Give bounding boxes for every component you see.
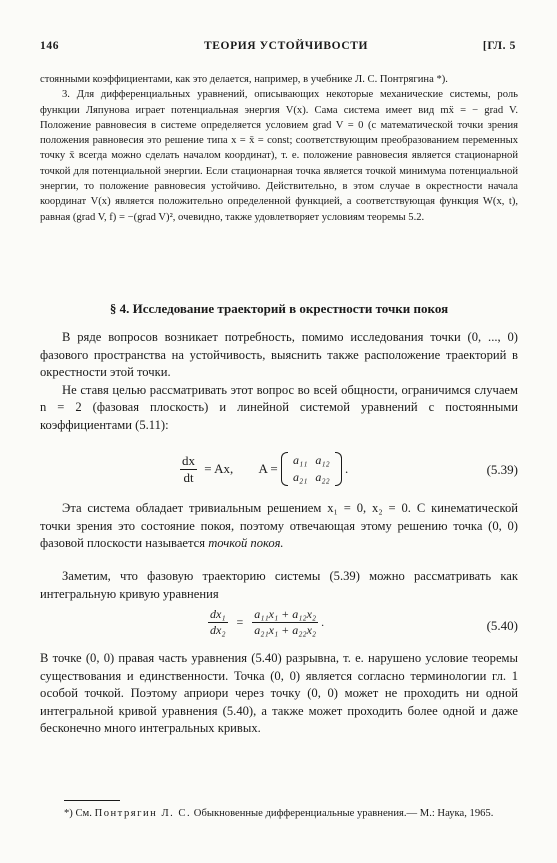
footnote-rule <box>64 800 120 801</box>
chapter-marker: [ГЛ. 5 <box>482 40 516 52</box>
section-heading: § 4. Исследование траекторий в окрестности точки покоя <box>109 301 449 316</box>
eq539-fraction: $\frac{dx}{dt}$ <box>182 452 195 485</box>
equation-5-40 <box>40 605 518 647</box>
eq540-period: . <box>321 615 325 629</box>
intro-paragraphs <box>40 329 518 435</box>
footnote <box>40 806 518 821</box>
matrix-a11: a₁₁ <box>293 453 308 467</box>
paragraph-p1: В ряде вопросов возникает потребность, помимо исследования точки (0, ..., 0) фазового пространства на устойчивость, выяснить также расположение траекторий в окрестности этой точки. <box>40 330 518 380</box>
footnote-text: Обыкновенные дифференциальные уравнения.— М.: Наука, 1965. <box>193 808 494 819</box>
eq540-equals: = <box>236 615 244 629</box>
paragraph-p4-block <box>40 568 518 603</box>
p3-term: точкой покоя. <box>208 536 284 551</box>
coefficient-matrix <box>281 452 342 486</box>
paragraph-p2: Не ставя целью рассматривать этот вопрос во всей общности, ограничимся случаем n = 2 (фазовая плоскость) и линейной системой уравнений с постоянными коэффициентами (5.11): <box>40 382 518 432</box>
page-number: 146 <box>40 40 60 52</box>
running-title: ТЕОРИЯ УСТОЙЧИВОСТИ <box>204 40 369 52</box>
footnote-author: Понтрягин Л. С. <box>94 808 192 819</box>
eq540-right-fraction: $\frac{\text{a₁₁x₁ + a₁₂x₂}}{\text{a₂₁x₁ + a₂₂x₂}}$ <box>254 607 317 637</box>
eq540-left-fraction: $\frac{\text{dx₁}}{\text{dx₂}}$ <box>210 607 226 637</box>
matrix-a12: a₁₂ <box>315 453 330 467</box>
paragraph-p5: В точке (0, 0) правая часть уравнения (5.40) разрывна, т. е. нарушено условие теоремы существования и единственности. Точка (0, 0) является согласно терминологии гл. 1 особой точкой. Поэтому априори через точку (0, 0) может не проходить ни одной интегральной кривой уравнения (5.40), а также может проходить более одной и даже бесконечно много интегральных кривых. <box>40 651 518 736</box>
paragraph-p5-block <box>40 650 518 738</box>
eq539-rhs: = Ax, <box>204 461 234 476</box>
footnote-mark: *) См. <box>64 808 92 819</box>
paragraph-p4: Заметим, что фазовую траекторию системы (5.39) можно рассматривать как интегральную кривую уравнения <box>40 569 518 601</box>
equation-label-5-40: (5.40) <box>486 618 518 633</box>
paragraph-3: 3. Для дифференциальных уравнений, описывающих некоторые механические системы, роль функции Ляпунова играет потенциальная энергия V(x). Сама система имеет вид mẍ = − grad V. Положение равновесия в системе определяется условием grad V = 0 (с математической точки зрения положения равновесия это решение типа x = x̄ = const; соответствующим преобразованием переменных точку x̄ всегда можно сделать началом координат), т. е. положение равновесия является стационарной точкой для потенциальной энергии. Если стационарная точка является точкой минимума потенциальной энергии, то положение равновесия устойчиво. Действительно, в этом случае в окрестности начала координат V(x) является положительно определенной функцией, а соответствующая функция W(x, t), равная (grad V, f) = −(grad V)², очевидно, также удовлетворяет условиям теоремы 5.2. <box>40 89 518 223</box>
matrix-a22: a₂₂ <box>315 470 330 484</box>
paragraph-p3 <box>40 500 518 553</box>
continued-paragraph: стоянными коэффициентами, как это делается, например, в учебнике Л. С. Понтрягина *). <box>40 74 448 85</box>
top-text-block <box>40 72 518 225</box>
equation-label-5-39: (5.39) <box>486 462 518 477</box>
matrix-a21: a₂₁ <box>293 470 308 484</box>
equation-5-39 <box>40 450 518 494</box>
eq539-period: . <box>344 461 349 476</box>
eq539-A: A = <box>258 461 278 476</box>
p3-text: Эта система обладает тривиальным решением x₁ = 0, x₂ = 0. С кинематической точки зрения это состояние покоя, поэтому отвечающая этому решению точка (0, 0) фазовой плоскости называется <box>40 501 518 551</box>
